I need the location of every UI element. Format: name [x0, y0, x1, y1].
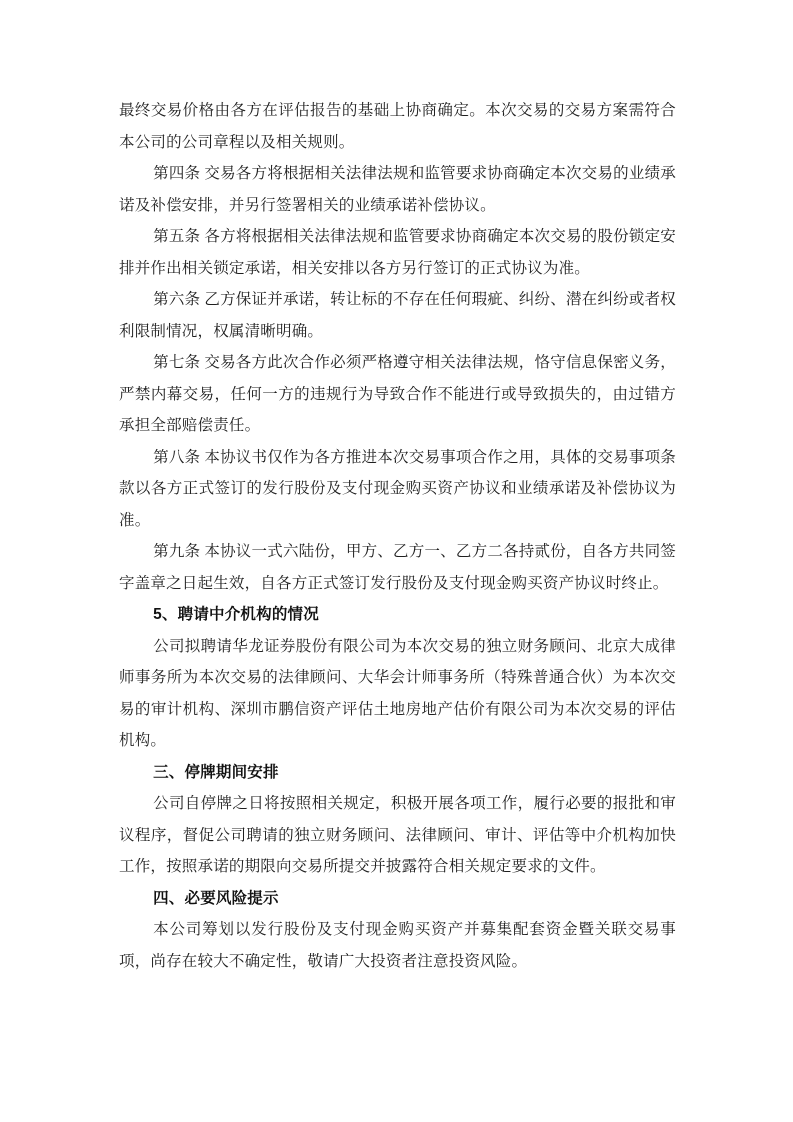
- paragraph-article-5: 第五条 各方将根据相关法律法规和监管要求协商确定本次交易的股份锁定安排并作出相关锁定承诺，相关安排以各方另行签订的正式协议为准。: [119, 228, 676, 277]
- section-heading-risk-notice: 四、必要风险提示: [153, 889, 279, 907]
- paragraph-article-7: 第七条 交易各方此次合作必须严格遵守相关法律法规，恪守信息保密义务，严禁内幕交易，任何一方的违规行为导致合作不能进行或导致损失的，由过错方承担全部赔偿责任。: [119, 354, 676, 434]
- paragraph-article-6: 第六条 乙方保证并承诺，转让标的不存在任何瑕疵、纠纷、潜在纠纷或者权利限制情况，权属清晰明确。: [119, 291, 676, 340]
- paragraph-risk-notice: 本公司筹划以发行股份及支付现金购买资产并募集配套资金暨关联交易事项，尚存在较大不确定性，敬请广大投资者注意投资风险。: [119, 921, 676, 970]
- paragraph-article-9: 第九条 本协议一式六陆份，甲方、乙方一、乙方二各持贰份，自各方共同签字盖章之日起生效，自各方正式签订发行股份及支付现金购买资产协议时终止。: [119, 543, 676, 592]
- document-content: [119, 95, 676, 977]
- paragraph-suspension-arrangement: 公司自停牌之日将按照相关规定，积极开展各项工作，履行必要的报批和审议程序，督促公司聘请的独立财务顾问、法律顾问、审计、评估等中介机构加快工作，按照承诺的期限向交易所提交并披露符合相关规定要求的文件。: [119, 795, 676, 875]
- paragraph-intermediaries: 公司拟聘请华龙证券股份有限公司为本次交易的独立财务顾问、北京大成律师事务所为本次交易的法律顾问、大华会计师事务所（特殊普通合伙）为本次交易的审计机构、深圳市鹏信资产评估土地房地产估价有限公司为本次交易的评估机构。: [119, 637, 676, 749]
- paragraph-article-4: 第四条 交易各方将根据相关法律法规和监管要求协商确定本次交易的业绩承诺及补偿安排，并另行签署相关的业绩承诺补偿协议。: [119, 165, 676, 214]
- paragraph-article-8: 第八条 本协议书仅作为各方推进本次交易事项合作之用，具体的交易事项条款以各方正式签订的发行股份及支付现金购买资产协议和业绩承诺及补偿协议为准。: [119, 448, 676, 529]
- section-heading-suspension-arrangement: 三、停牌期间安排: [153, 763, 279, 781]
- section-heading-intermediaries: 5、聘请中介机构的情况: [153, 606, 319, 623]
- paragraph-continued: 最终交易价格由各方在评估报告的基础上协商确定。本次交易的交易方案需符合本公司的公司章程以及相关规则。: [119, 102, 676, 151]
